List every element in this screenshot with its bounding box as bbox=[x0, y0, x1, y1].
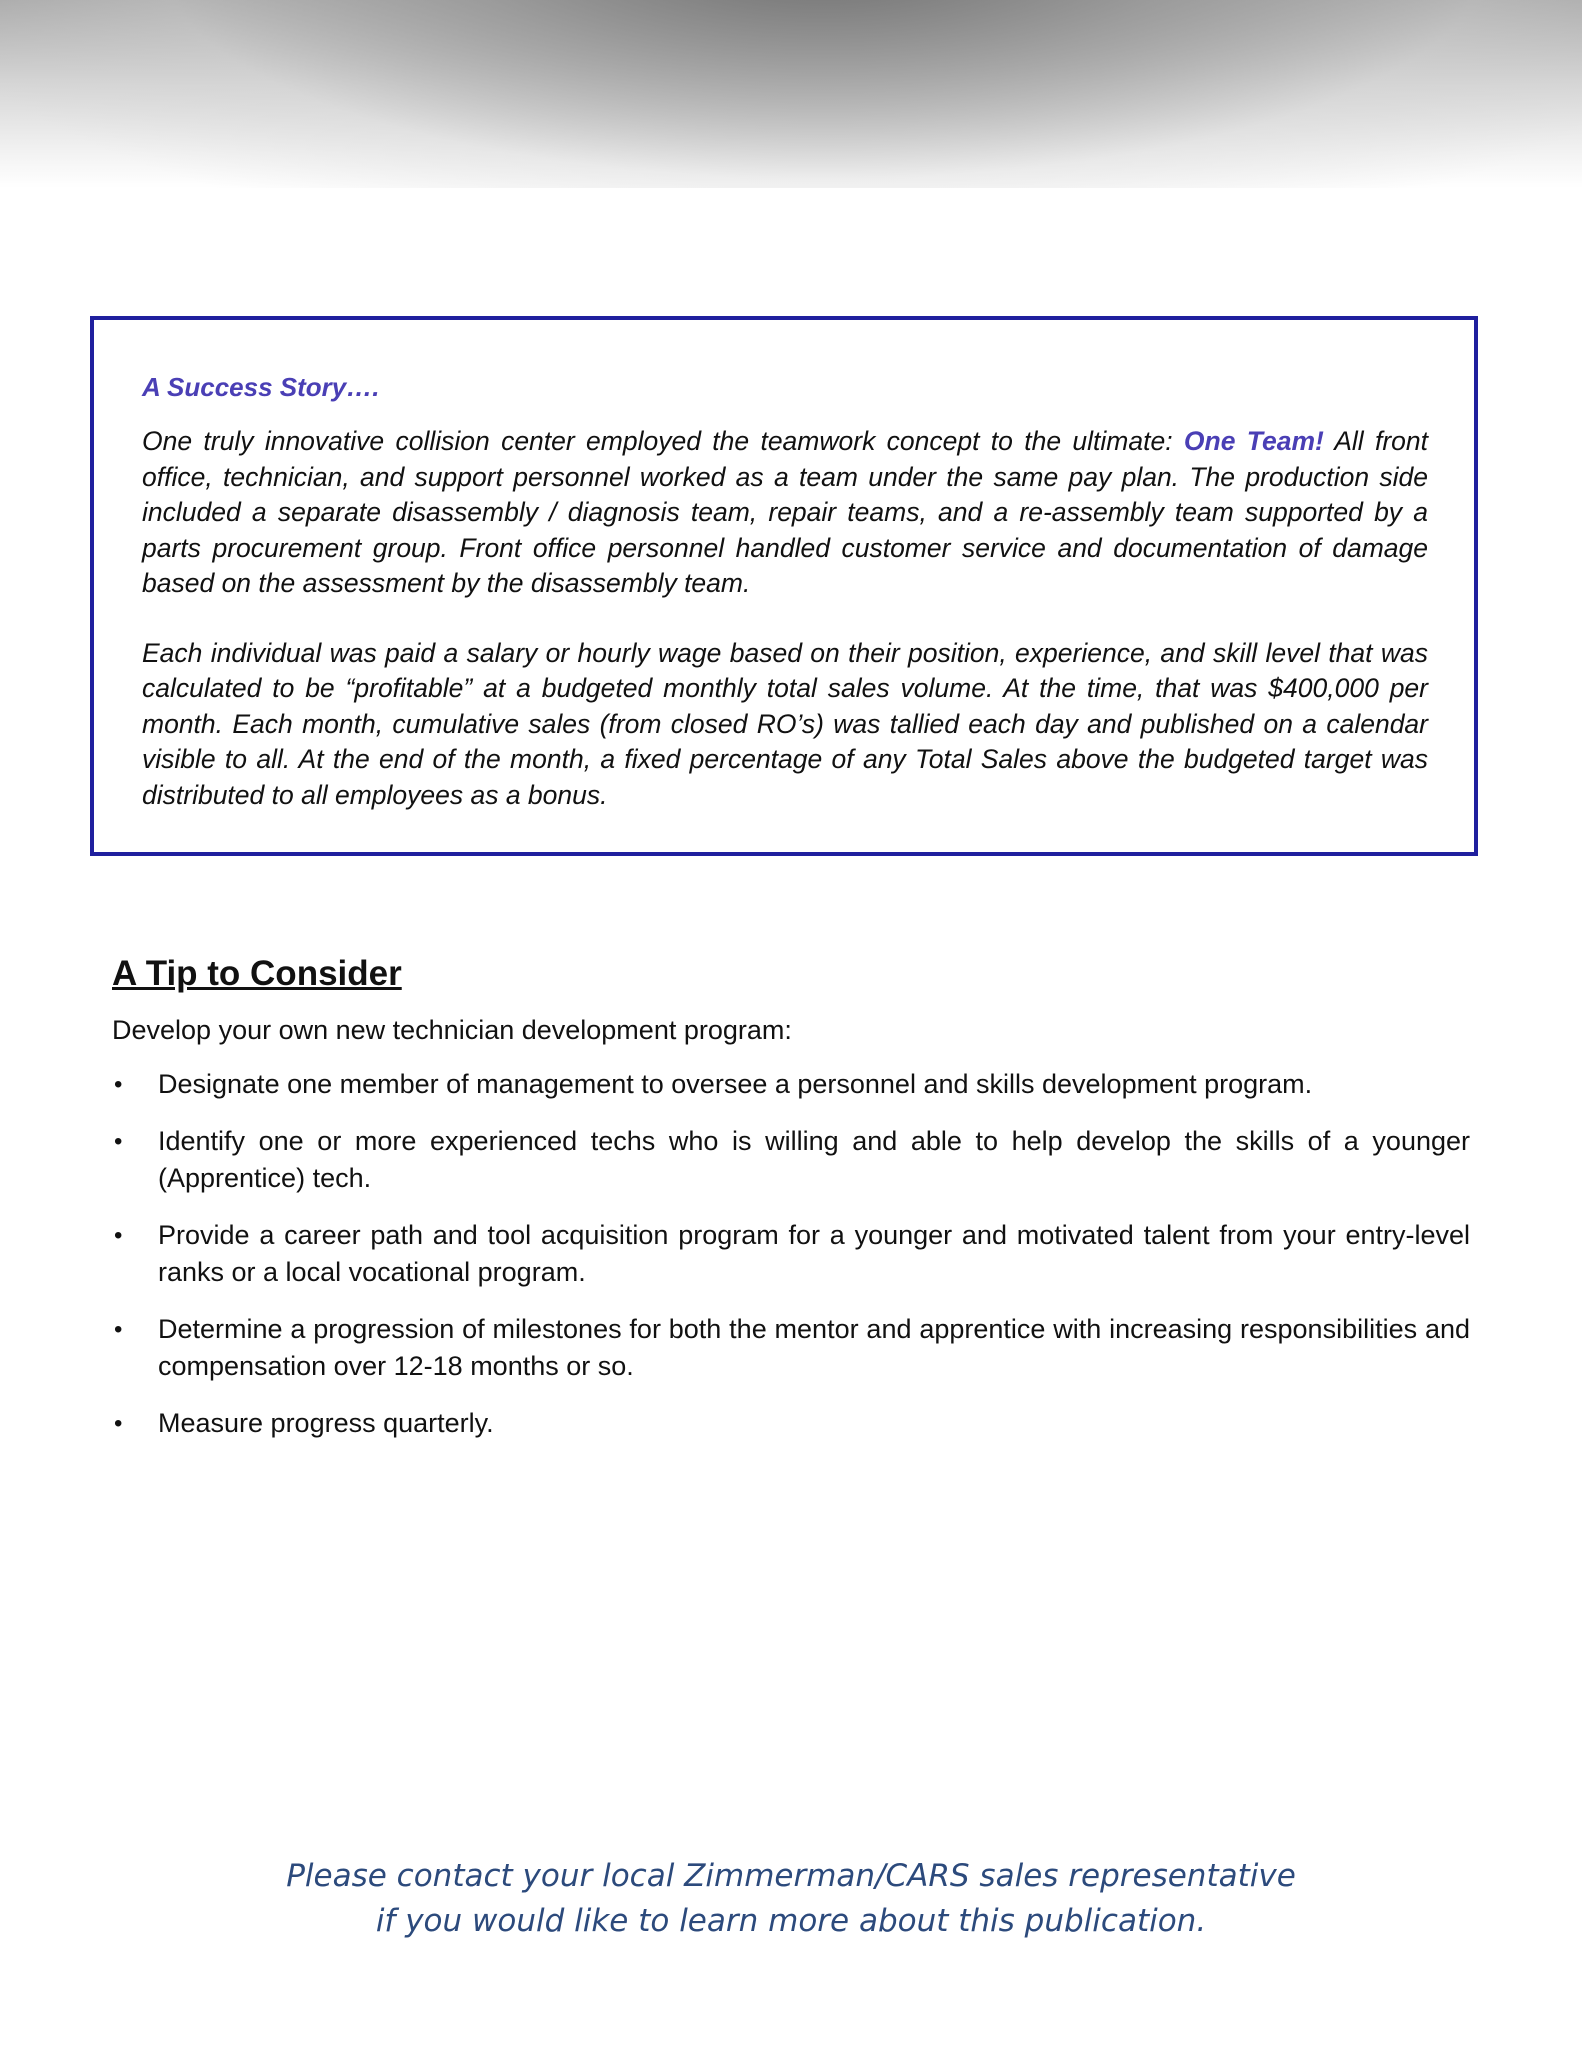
list-item bbox=[112, 1311, 1470, 1385]
list-item-text: Identify one or more experienced techs who is willing and able to help develop the skills of a younger (Apprentice) tech. bbox=[158, 1126, 1470, 1193]
list-item bbox=[112, 1066, 1470, 1103]
list-item-text: Determine a progression of milestones for both the mentor and apprentice with increasing responsibilities and compensation over 12-18 months or so. bbox=[158, 1314, 1470, 1381]
list-item-text: Measure progress quarterly. bbox=[158, 1408, 494, 1438]
bullet-icon: • bbox=[114, 1316, 123, 1343]
list-item bbox=[112, 1123, 1470, 1197]
story-paragraph-1 bbox=[142, 424, 1428, 602]
story-paragraph-2: Each individual was paid a salary or hourly wage based on their position, experience, and skill level that was calculated to be “profitable” at a budgeted monthly total sales volume. At the time, that was $400,000 per month. Each month, cumulative sales (from closed RO’s) was tallied each day and published on a calendar visible to all. At the end of the month, a fixed percentage of any Total Sales above the budgeted target was distributed to all employees as a bonus. bbox=[142, 637, 1428, 810]
list-item-text: Provide a career path and tool acquisition program for a younger and motivated talent from your entry-level ranks or a local vocational program. bbox=[158, 1220, 1470, 1287]
tip-intro: Develop your own new technician development program: bbox=[112, 1015, 792, 1045]
list-item bbox=[112, 1405, 1470, 1442]
bullet-icon: • bbox=[114, 1222, 123, 1249]
list-item bbox=[112, 1217, 1470, 1291]
story-paragraph-1-end: All front office, technician, and support personnel worked as a team under the same pay plan. The production side included a separate disassembly / diagnosis team, repair teams, and a re-assembly team supported by a parts procurement group. Front office personnel handled customer service and documentation of damage based on the assessment by the disassembly team. bbox=[142, 426, 1429, 598]
list-item-text: Designate one member of management to oversee a personnel and skills development program. bbox=[158, 1069, 1313, 1099]
footer-line-2: if you would like to learn more about this publication. bbox=[375, 1903, 1207, 1939]
bullet-icon: • bbox=[114, 1128, 123, 1155]
story-paragraph-1-start: One truly innovative collision center employed the teamwork concept to the ultimate: bbox=[142, 426, 1184, 456]
tip-heading: A Tip to Consider bbox=[112, 954, 402, 993]
tip-list bbox=[112, 1066, 1470, 1442]
success-story-box bbox=[90, 316, 1478, 856]
footer-line-1: Please contact your local Zimmerman/CARS sales representative bbox=[286, 1858, 1296, 1894]
footer-contact-note bbox=[0, 1854, 1582, 1944]
tip-section bbox=[112, 952, 1470, 1462]
story-title: A Success Story…. bbox=[142, 372, 380, 402]
one-team-highlight: One Team! bbox=[1183, 426, 1324, 456]
header-gradient-band bbox=[0, 0, 1582, 188]
bullet-icon: • bbox=[114, 1071, 123, 1098]
bullet-icon: • bbox=[114, 1410, 123, 1437]
